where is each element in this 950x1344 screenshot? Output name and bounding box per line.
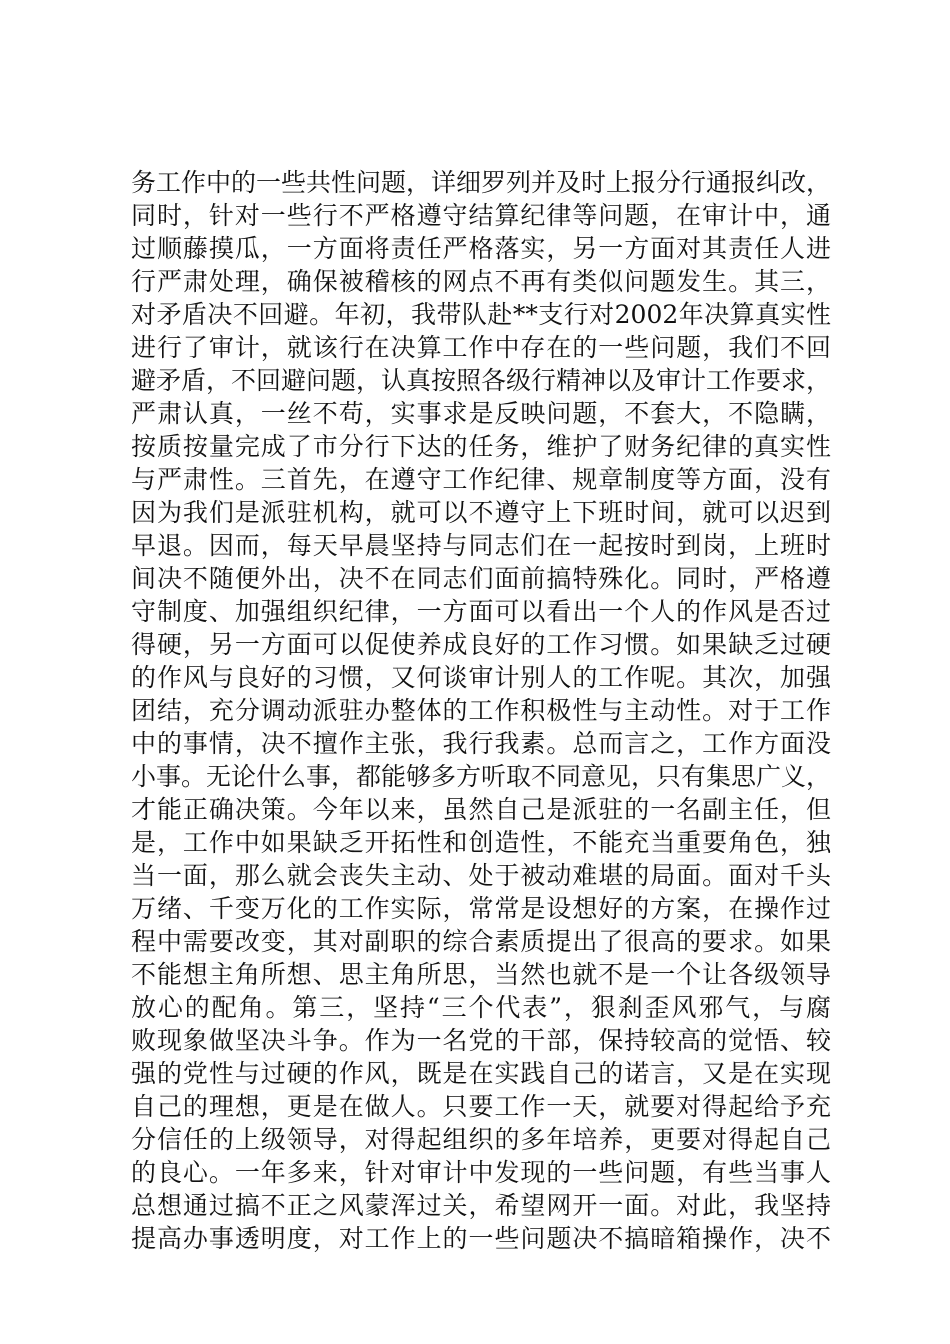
text-line: 当一面，那么就会丧失主动、处于被动难堪的局面。面对千头 (131, 861, 831, 890)
text-line: 败现象做坚决斗争。作为一名党的干部，保持较高的觉悟、较 (131, 1026, 831, 1055)
text-line: 守制度、加强组织纪律，一方面可以看出一个人的作风是否过 (131, 597, 831, 626)
text-line: 不能想主角所想、思主角所思，当然也就不是一个让各级领导 (131, 960, 831, 989)
text-line: 得硬，另一方面可以促使养成良好的工作习惯。如果缺乏过硬 (131, 630, 831, 659)
text-line: 自己的理想，更是在做人。只要工作一天，就要对得起给予充 (131, 1092, 831, 1121)
text-line: 的良心。一年多来，针对审计中发现的一些问题，有些当事人 (131, 1158, 831, 1187)
text-line: 避矛盾，不回避问题，认真按照各级行精神以及审计工作要求， (131, 366, 832, 395)
text-line: 严肃认真，一丝不苟，实事求是反映问题，不套大，不隐瞒， (131, 399, 831, 428)
text-line: 放心的配角。第三，坚持“三个代表”，狠刹歪风邪气，与腐 (131, 993, 831, 1022)
text-line: 早退。因而，每天早晨坚持与同志们在一起按时到岗，上班时 (131, 531, 831, 560)
text-line: 小事。无论什么事，都能够多方听取不同意见，只有集思广义， (131, 762, 832, 791)
text-line: 万绪、千变万化的工作实际，常常是设想好的方案，在操作过 (131, 894, 831, 923)
text-line: 过顺藤摸瓜，一方面将责任严格落实，另一方面对其责任人进 (131, 234, 831, 263)
text-line: 提高办事透明度，对工作上的一些问题决不搞暗箱操作，决不 (131, 1224, 831, 1253)
text-line: 务工作中的一些共性问题，详细罗列并及时上报分行通报纠改， (131, 168, 832, 197)
text-line: 才能正确决策。今年以来，虽然自己是派驻的一名副主任，但 (131, 795, 831, 824)
text-line: 程中需要改变，其对副职的综合素质提出了很高的要求。如果 (131, 927, 831, 956)
text-line: 分信任的上级领导，对得起组织的多年培养，更要对得起自己 (131, 1125, 831, 1154)
text-line: 中的事情，决不擅作主张，我行我素。总而言之，工作方面没 (131, 729, 831, 758)
text-line: 对矛盾决不回避。年初，我带队赴**支行对2002年决算真实性 (131, 300, 831, 329)
text-line: 是，工作中如果缺乏开拓性和创造性，不能充当重要角色，独 (131, 828, 831, 857)
text-line: 按质按量完成了市分行下达的任务，维护了财务纪律的真实性 (131, 432, 831, 461)
body-text (131, 166, 831, 1255)
text-line: 因为我们是派驻机构，就可以不遵守上下班时间，就可以迟到 (131, 498, 831, 527)
text-line: 与严肃性。三首先，在遵守工作纪律、规章制度等方面，没有 (131, 465, 831, 494)
text-line: 总想通过搞不正之风蒙浑过关，希望网开一面。对此，我坚持 (131, 1191, 831, 1220)
text-line: 行严肃处理，确保被稽核的网点不再有类似问题发生。其三， (131, 267, 831, 296)
text-line: 进行了审计，就该行在决算工作中存在的一些问题，我们不回 (131, 333, 831, 362)
text-line: 团结，充分调动派驻办整体的工作积极性与主动性。对于工作 (131, 696, 831, 725)
text-line: 同时，针对一些行不严格遵守结算纪律等问题，在审计中，通 (131, 201, 831, 230)
text-line: 强的党性与过硬的作风，既是在实践自己的诺言，又是在实现 (131, 1059, 831, 1088)
text-line: 间决不随便外出，决不在同志们面前搞特殊化。同时，严格遵 (131, 564, 831, 593)
text-line: 的作风与良好的习惯，又何谈审计别人的工作呢。其次，加强 (131, 663, 831, 692)
